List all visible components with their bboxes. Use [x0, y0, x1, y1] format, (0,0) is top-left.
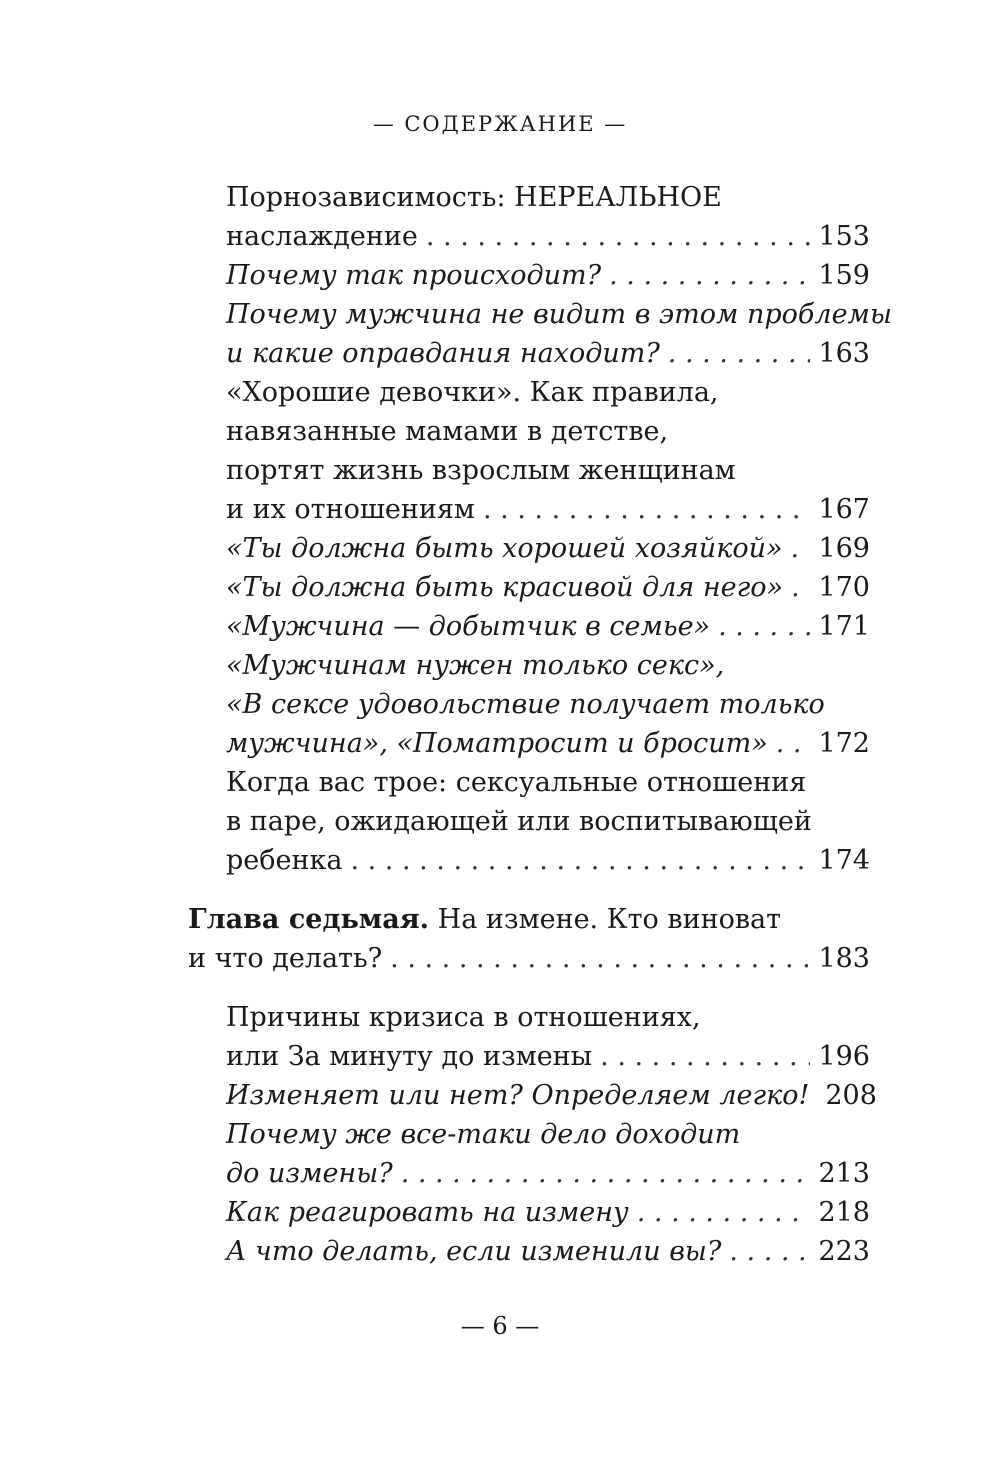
dot-leader: [426, 217, 811, 256]
toc-entry: [188, 568, 870, 607]
dot-leader: [668, 334, 811, 373]
toc-entry-line: «Хорошие девочки». Как правила,: [226, 377, 719, 408]
dot-leader: [791, 568, 810, 607]
toc-entry: [188, 178, 870, 256]
toc-entry-title: и что делать?: [188, 943, 383, 974]
dot-leader: [637, 1193, 811, 1232]
toc-entry-title: «Мужчина — добытчик в семье»: [226, 611, 711, 642]
dot-leader: [609, 256, 810, 295]
dot-leader: [401, 1154, 811, 1193]
toc-entry: [188, 763, 870, 880]
toc-chapter-entry: [188, 900, 870, 978]
toc-page-number: 163: [818, 338, 870, 369]
toc-entry-line: «Мужчинам нужен только секс»,: [226, 650, 725, 681]
toc-entry: [188, 998, 870, 1076]
toc-entry-line: [188, 900, 870, 939]
toc-entry-title: до измены?: [226, 1158, 393, 1189]
toc-entry-title: «Ты должна быть красивой для него»: [226, 572, 784, 603]
toc-entry-line: Порнозависимость: НЕРЕАЛЬНОЕ: [226, 182, 722, 213]
toc-entry-title: и их отношениям: [226, 494, 475, 525]
toc-page-number: 171: [818, 611, 870, 642]
toc-entry: [188, 529, 870, 568]
toc-entry-title: наслаждение: [226, 221, 418, 252]
toc-page-number: 174: [818, 845, 870, 876]
toc-entry-line: Почему мужчина не видит в этом проблемы: [226, 299, 892, 330]
toc-page-number: 172: [818, 728, 870, 759]
toc-entry-line: Когда вас трое: сексуальные отношения: [226, 767, 807, 798]
toc-entry: [188, 1115, 870, 1193]
dot-leader: [790, 529, 810, 568]
dot-leader: [390, 939, 810, 978]
toc-entry: [188, 607, 870, 646]
toc-entry: [188, 1232, 870, 1271]
running-head: — СОДЕРЖАНИЕ —: [372, 112, 628, 136]
toc-entry-line: «В сексе удовольствие получает только: [226, 689, 825, 720]
dot-leader: [350, 841, 810, 880]
toc-entry: [188, 256, 870, 295]
chapter-label: Глава седьмая.: [188, 904, 430, 935]
toc-entry-line: навязанные мамами в детстве,: [226, 416, 669, 447]
toc-entry-line: Причины кризиса в отношениях,: [226, 1002, 701, 1033]
toc-entry: [188, 1076, 877, 1115]
toc-entry-title: ребенка: [226, 845, 343, 876]
toc-entry: [188, 373, 870, 529]
dot-leader: [483, 490, 811, 529]
toc-page-number: 218: [818, 1197, 870, 1228]
toc-page-number: 183: [818, 943, 870, 974]
toc-entry-title: и какие оправдания находит?: [226, 338, 660, 369]
toc-page-number: 223: [818, 1236, 870, 1267]
toc-entry: [188, 646, 870, 763]
dot-leader: [729, 1232, 810, 1271]
table-of-contents: [188, 178, 892, 1271]
toc-page-number: 213: [818, 1158, 870, 1189]
toc-entry-title: А что делать, если изменили вы?: [226, 1236, 722, 1267]
toc-page-number: 196: [818, 1041, 870, 1072]
dot-leader: [600, 1037, 810, 1076]
toc-entry-title: Почему так происходит?: [226, 260, 602, 291]
toc-entry-title: Как реагировать на измену: [226, 1197, 629, 1228]
toc-page-number: 169: [818, 533, 870, 564]
toc-entry-line: Почему же все-таки дело доходит: [226, 1119, 741, 1150]
toc-page-number: 167: [818, 494, 870, 525]
toc-page-number: 159: [818, 260, 870, 291]
toc-entry-line: портят жизнь взрослым женщинам: [226, 455, 736, 486]
toc-page-number: 153: [818, 221, 870, 252]
toc-entry-title: мужчина», «Поматросит и бросит»: [226, 728, 768, 759]
dot-leader: [718, 607, 810, 646]
toc-entry-title: или За минуту до измены: [226, 1041, 593, 1072]
toc-entry-line: в паре, ожидающей или воспитывающей: [226, 806, 812, 837]
toc-entry: [188, 1193, 870, 1232]
toc-entry-title: Изменяет или нет? Определяем легко!: [226, 1080, 810, 1111]
page-number: — 6 —: [460, 1312, 540, 1340]
dot-leader: [776, 724, 811, 763]
toc-entry-title: «Ты должна быть хорошей хозяйкой»: [226, 533, 783, 564]
toc-page-number: 170: [818, 572, 870, 603]
toc-entry: [188, 295, 892, 373]
chapter-title: На измене. Кто виноват: [429, 904, 782, 935]
toc-page-number: 208: [825, 1080, 877, 1111]
